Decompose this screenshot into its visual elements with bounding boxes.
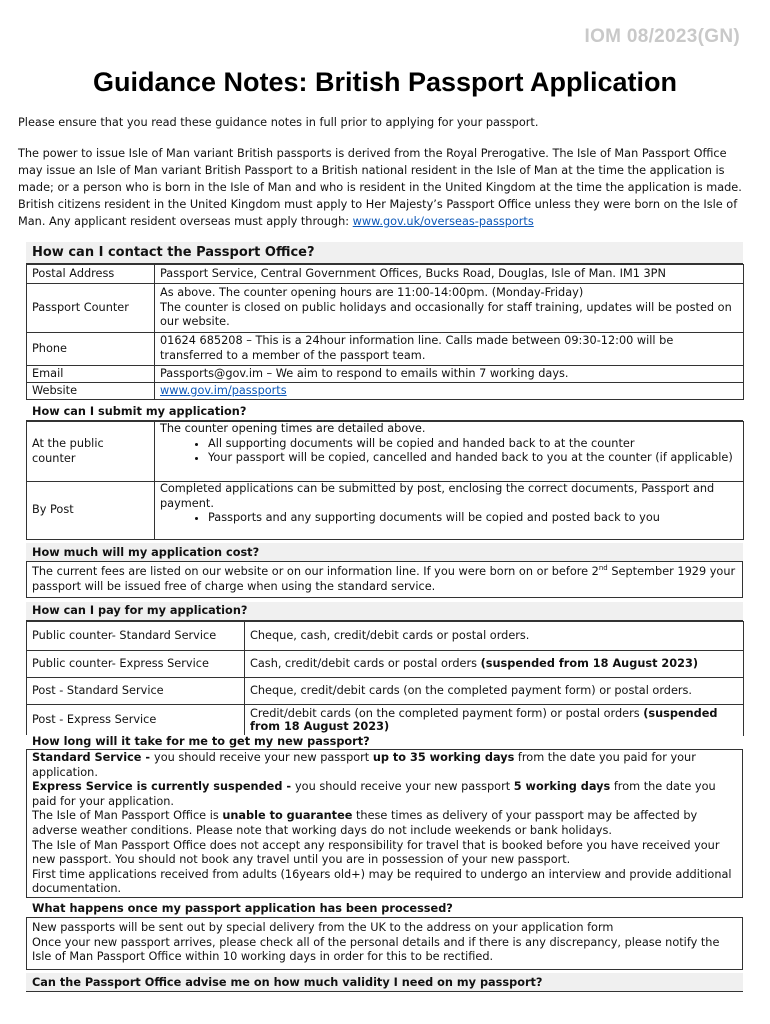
- contact-row: [27, 333, 744, 366]
- duration-text: from the date you paid for your application.: [32, 780, 716, 808]
- pay-label: Public counter- Express Service: [27, 651, 245, 678]
- submit-value: [155, 422, 744, 482]
- cost-text-a: The current fees are listed on our website or on our information line. If you were born on or before 2: [32, 565, 599, 578]
- contact-label: Email: [27, 366, 155, 383]
- contact-table: [26, 264, 744, 400]
- validity-section: [26, 973, 743, 992]
- cost-box: [26, 562, 743, 598]
- contact-row: [27, 284, 744, 333]
- duration-text: from the date you paid for your application.: [32, 751, 696, 779]
- contact-label: Passport Counter: [27, 284, 155, 333]
- bullet-item: • All supporting documents will be copied and handed back to at the counter: [208, 437, 738, 452]
- submit-post-intro: Completed applications can be submitted by post, enclosing the correct documents, Passport and payment.: [160, 482, 715, 510]
- duration-standard-days: up to 35 working days: [372, 751, 515, 764]
- bullet-item: • Your passport will be copied, cancelled and handed back to you at the counter (if applicable): [208, 451, 738, 466]
- cost-text-sup: nd: [598, 564, 608, 573]
- duration-section: [26, 735, 743, 898]
- bullet-item: • Passports and any supporting documents will be copied and posted back to you: [208, 511, 738, 526]
- pay-label: Public counter- Standard Service: [27, 622, 245, 651]
- duration-standard: [32, 751, 737, 780]
- contact-row: [27, 265, 744, 284]
- submit-row-counter: [27, 422, 744, 482]
- submit-public-intro: The counter opening times are detailed above.: [160, 422, 426, 435]
- pay-value-bold: (suspended from 18 August 2023): [250, 706, 718, 733]
- duration-guarantee: [32, 809, 737, 838]
- duration-express-label: Express Service is currently suspended -: [32, 780, 295, 794]
- duration-interview: First time applications received from adults (16years old+) may be required to undergo an interview and provide additional documentation.: [32, 867, 732, 896]
- pay-value: [245, 705, 744, 736]
- pay-table: [26, 621, 744, 736]
- pay-value: [245, 678, 744, 705]
- submit-public-bullets: [160, 437, 738, 466]
- contact-label: Postal Address: [27, 265, 155, 284]
- processed-box: [26, 918, 743, 970]
- overseas-passports-link[interactable]: www.gov.uk/overseas-passports: [352, 215, 534, 228]
- duration-heading: How long will it take for me to get my new passport?: [26, 735, 743, 750]
- duration-standard-label: Standard Service -: [32, 751, 155, 764]
- duration-guarantee-bold: unable to guarantee: [222, 809, 353, 823]
- submit-heading: How can I submit my application?: [26, 404, 743, 421]
- pay-value: [245, 622, 744, 651]
- contact-value: [155, 383, 744, 400]
- intro-paragraph-1: Please ensure that you read these guidance notes in full prior to applying for your passport.: [18, 116, 539, 129]
- processed-line-1: New passports will be sent out by special delivery from the UK to the address on your application form: [32, 921, 614, 934]
- submit-section: [26, 404, 743, 540]
- pay-value-text: Cash, credit/debit cards or postal orders: [250, 656, 481, 670]
- contact-section: [26, 242, 743, 400]
- contact-label: Website: [27, 383, 155, 400]
- contact-value: Passports@gov.im – We aim to respond to emails within 7 working days.: [155, 366, 744, 383]
- duration-express: [32, 780, 737, 809]
- pay-value-text: Cheque, credit/debit cards (on the completed payment form) or postal orders.: [250, 683, 693, 697]
- contact-value: Passport Service, Central Government Offices, Bucks Road, Douglas, Isle of Man. IM1 3PN: [155, 265, 744, 284]
- pay-value-text: Cheque, cash, credit/debit cards or postal orders.: [250, 628, 530, 642]
- contact-row: [27, 383, 744, 400]
- pay-label: Post - Standard Service: [27, 678, 245, 705]
- pay-section: [26, 602, 743, 736]
- contact-label: Phone: [27, 333, 155, 366]
- duration-text: you should receive your new passport: [154, 751, 373, 764]
- document-reference: IOM 08/2023(GN): [584, 26, 740, 47]
- duration-text: you should receive your new passport: [294, 780, 514, 794]
- pay-row: [27, 678, 744, 705]
- cost-text-b: September 1929 your passport will be issued free of charge when using the standard service.: [32, 565, 736, 593]
- pay-value-bold: (suspended from 18 August 2023): [480, 656, 699, 670]
- submit-label: At the public counter: [27, 422, 155, 482]
- pay-label: Post - Express Service: [27, 705, 245, 736]
- submit-table: [26, 421, 744, 540]
- duration-text: The Isle of Man Passport Office is: [32, 809, 223, 823]
- submit-value: [155, 482, 744, 540]
- passports-website-link[interactable]: www.gov.im/passports: [160, 383, 287, 397]
- submit-post-bullets: [160, 511, 738, 526]
- duration-box: [26, 750, 743, 898]
- pay-row: [27, 651, 744, 678]
- processed-heading: What happens once my passport application has been processed?: [26, 900, 743, 918]
- validity-heading: Can the Passport Office advise me on how much validity I need on my passport?: [26, 973, 743, 992]
- duration-travel: The Isle of Man Passport Office does not accept any responsibility for travel that is booked before you have received your new passport. You should not book any travel until you are in possession of your new passport.: [32, 838, 720, 867]
- duration-text: these times as delivery of your passport may be affected by adverse weather conditions. Please note that working days do not include weekends or bank holidays.: [32, 809, 698, 837]
- processed-line-2: Once your new passport arrives, please check all of the personal details and if there is any discrepancy, please notify the Isle of Man Passport Office within 10 working days in order for this to be rectified.: [32, 935, 720, 964]
- contact-heading: How can I contact the Passport Office?: [26, 242, 743, 264]
- submit-label: By Post: [27, 482, 155, 540]
- processed-section: [26, 900, 743, 970]
- pay-heading: How can I pay for my application?: [26, 602, 743, 621]
- intro-paragraph-2-text: The power to issue Isle of Man variant British passports is derived from the Royal Prerogative. The Isle of Man Passport Office may issue an Isle of Man variant British Passport to a British national resident in the Isle of Man at the time the application is made; or a person who is born in the Isle of Man and who is resident in the United Kingdom at the time the application is made. British citizens resident in the United Kingdom must apply to Her Majesty’s Passport Office unless they were born on the Isle of Man. Any applicant resident overseas must apply through:: [18, 147, 742, 228]
- pay-row: [27, 622, 744, 651]
- submit-row-post: [27, 482, 744, 540]
- page-title: Guidance Notes: British Passport Application: [92, 67, 678, 97]
- cost-heading: How much will my application cost?: [26, 543, 743, 562]
- contact-value: As above. The counter opening hours are 11:00-14:00pm. (Monday-Friday) The counter is closed on public holidays and occasionally for staff training, updates will be posted on our website.: [155, 284, 744, 333]
- cost-section: [26, 543, 743, 598]
- contact-value: 01624 685208 – This is a 24hour information line. Calls made between 09:30-12:00 will be transferred to a member of the passport team.: [155, 333, 744, 366]
- pay-row: [27, 705, 744, 736]
- pay-value-text: Credit/debit cards (on the completed payment form) or postal orders: [250, 706, 644, 720]
- duration-express-days: 5 working days: [513, 780, 611, 794]
- contact-row: [27, 366, 744, 383]
- pay-value: [245, 651, 744, 678]
- intro-paragraph-2: [18, 145, 748, 230]
